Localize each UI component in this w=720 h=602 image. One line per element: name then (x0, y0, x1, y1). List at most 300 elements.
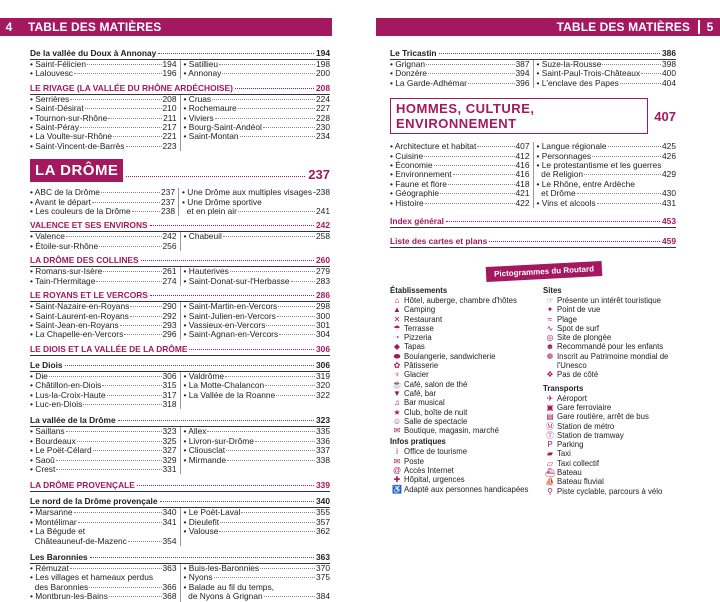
chapter-drome[interactable] (30, 159, 330, 182)
pictogram-label: Présente un intérêt touristique (557, 296, 662, 305)
toc-list-nord-provencale (30, 508, 330, 546)
toc-item[interactable]: • Architecture et habitat 407 (390, 141, 530, 152)
toc-item-label: Luc-en-Diois (35, 398, 83, 409)
toc-item-page: 208 (162, 93, 177, 104)
toc-item-label: Saint-Donat-sur-l'Herbasse (188, 275, 290, 286)
pictogram-item (390, 361, 535, 370)
internet-icon: @ (392, 466, 402, 476)
left-header (0, 18, 332, 36)
pictogram-label: Aéroport (557, 393, 587, 403)
pictogram-label: Glacier (404, 370, 429, 380)
pizza-icon: ◔ (394, 333, 400, 343)
toc-item[interactable]: et en plein air 241 (186, 206, 330, 217)
pictogram-item (543, 487, 688, 496)
pictogram-label: Hôpital, urgences (404, 475, 465, 485)
toc-item[interactable]: • Le Rhône, entre Ardèche (536, 178, 635, 189)
toc-item-label: Bourg-Saint-Andéol (188, 122, 262, 133)
toc-item[interactable]: • Géographie 421 (390, 188, 530, 199)
toc-item[interactable]: • Hauterives 279 (183, 266, 330, 277)
toc-item[interactable]: • Lalouvesc 196 (30, 68, 177, 79)
toc-item[interactable]: • Le protestantisme et les guerres (536, 160, 662, 171)
toc-item[interactable]: • Viviers 228 (183, 112, 330, 123)
toc-item[interactable]: de Religion 429 (541, 169, 676, 180)
toc-item[interactable]: • La Motte-Chalancon 320 (183, 380, 330, 391)
left-page (0, 0, 346, 601)
camping-icon: ▲ (393, 305, 401, 315)
toc-item[interactable]: • Mirmande 338 (183, 454, 330, 465)
tourist-interest-icon: ☞ (546, 296, 554, 305)
toc-item-label: Die (35, 370, 48, 381)
pictogram-label: Office de tourisme (404, 447, 468, 457)
toc-item[interactable]: • Saint-Désirat 210 (30, 103, 177, 114)
toc-item[interactable]: • Histoire 422 (390, 197, 530, 208)
toc-list-doux (30, 60, 330, 79)
toc-item[interactable]: • Valdrôme 319 (183, 370, 330, 381)
toc-item-label: Valence (35, 231, 65, 242)
toc-item[interactable]: • Grignan 387 (390, 59, 530, 69)
toc-index-general[interactable]: Index général 453 (390, 216, 676, 227)
toc-item-label: La Motte-Chalancon (188, 380, 265, 391)
toc-item-page: 300 (316, 310, 330, 321)
pictogram-item (390, 380, 535, 389)
toc-item[interactable]: • Rochemaure 227 (183, 103, 330, 114)
toc-item[interactable]: • Saint-Montan 234 (183, 131, 330, 142)
toc-item[interactable]: • Saint-Péray 217 (30, 122, 177, 133)
right-toc (390, 44, 676, 248)
toc-item-page: 335 (316, 426, 330, 437)
chapter-page: 407 (654, 108, 676, 124)
toc-item[interactable]: • Montélimar 341 (30, 516, 177, 527)
toc-item-page: 425 (662, 141, 676, 152)
toc-item[interactable]: • La Voulte-sur-Rhône 221 (30, 131, 177, 142)
page-number: 4 (5, 20, 13, 34)
toc-section-tricastin[interactable]: Le Tricastin 386 (390, 48, 676, 58)
toc-item-page: 317 (162, 389, 177, 400)
header-title: TABLE DES MATIÈRES (28, 20, 162, 34)
toc-item-page: 355 (316, 507, 330, 518)
toc-item-label: Saint-Péray (35, 122, 80, 133)
shared-taxi-icon: ▱ (546, 458, 554, 468)
toc-item-page: 292 (162, 310, 177, 321)
toc-item-label: Cliousclat (188, 445, 226, 456)
toc-item-page: 237 (161, 196, 175, 207)
toc-item[interactable]: • La Garde-Adhémar 396 (390, 77, 530, 88)
hospital-icon: ✚ (393, 475, 401, 485)
pictogram-item (543, 459, 688, 468)
toc-item-page: 224 (316, 93, 330, 104)
toc-item[interactable]: • Suze-la-Rousse 398 (536, 59, 676, 69)
pictogram-label: Gare routière, arrêt de bus (557, 412, 649, 422)
toc-item[interactable]: • Marsanne 340 (30, 507, 177, 518)
toc-section-nord-provencale[interactable]: Le nord de la Drôme provençale 340 (30, 496, 330, 507)
toc-item-label: Saoû (35, 454, 55, 465)
toc-section-vallee-drome[interactable]: La vallée de la Drôme 323 (30, 415, 330, 426)
toc-item-page: 196 (162, 68, 177, 79)
toc-item[interactable]: et Drôme 430 (541, 188, 676, 199)
children-icon: ☻ (545, 342, 555, 352)
page-number: 5 (698, 20, 720, 34)
toc-item-page: 338 (316, 454, 330, 465)
toc-item-label: Personnages (541, 150, 592, 161)
toc-item[interactable]: • Saoû 329 (30, 454, 177, 465)
post-icon: ✉ (393, 456, 401, 466)
toc-item[interactable]: • Livron-sur-Drôme 336 (183, 435, 330, 446)
toc-item-label: Dieulefit (188, 516, 220, 527)
toc-item-label: Saint-Jean-en-Royans (35, 319, 119, 330)
toc-section-valence[interactable]: VALENCE ET SES ENVIRONS 242 (30, 220, 330, 231)
toc-item[interactable]: de Nyons à Grignan 384 (188, 591, 330, 602)
pictogram-item (390, 408, 535, 417)
toc-item[interactable]: • La Vallée de la Roanne 322 (183, 389, 330, 400)
toc-item[interactable]: • Donzère 394 (390, 68, 530, 79)
pictogram-label: Hôtel, auberge, chambre d'hôtes (404, 296, 517, 305)
pictogram-item (543, 370, 688, 379)
pictogram-label: Gare ferroviaire (557, 402, 612, 412)
toc-item[interactable]: • Romans-sur-Isère 261 (30, 266, 177, 277)
toc-item-label: ABC de la Drôme (34, 187, 100, 198)
accessibility-icon: ♿ (392, 484, 402, 494)
toc-item-label: Suze-la-Rousse (541, 59, 602, 69)
toc-item-label: Valdrôme (188, 370, 224, 381)
toc-item-page: 217 (162, 122, 177, 133)
toc-item[interactable]: • Lus-la-Croix-Haute 317 (30, 389, 177, 400)
toc-item[interactable]: • Serrières 208 (30, 93, 177, 104)
toc-item-label: Lus-la-Croix-Haute (35, 389, 106, 400)
toc-item[interactable]: • ABC de la Drôme 237 (30, 187, 175, 198)
toc-item[interactable]: • Saint-Jean-en-Royans 293 (30, 319, 177, 330)
pictogram-item (390, 485, 535, 494)
diving-icon: ◎ (546, 333, 554, 343)
toc-item-page: 198 (316, 59, 330, 69)
toc-item[interactable]: • Montbrun-les-Bains 368 (30, 591, 177, 602)
toc-section-diois[interactable]: Le Diois 306 (30, 359, 330, 370)
music-bar-icon: ♫ (394, 398, 400, 408)
toc-item[interactable]: • Tournon-sur-Rhône 211 (30, 112, 177, 123)
toc-section-diois-vallee[interactable]: LE DIOIS ET LA VALLÉE DE LA DRÔME 306 (30, 343, 330, 354)
toc-item-page: 227 (316, 103, 330, 114)
toc-item-label: Viviers (188, 112, 214, 123)
toc-item-page: 296 (162, 329, 177, 340)
toc-item[interactable]: • La Chapelle-en-Vercors 296 (30, 329, 177, 340)
toc-item-label: Marsanne (35, 507, 73, 518)
toc-item[interactable]: • Cruas 224 (183, 93, 330, 104)
toc-item[interactable]: • Faune et flore 418 (390, 178, 530, 189)
toc-item-page: 340 (162, 507, 177, 518)
toc-item[interactable]: • Environnement 416 (390, 169, 530, 180)
toc-item[interactable]: • Langue régionale 425 (536, 141, 676, 152)
terrace-icon: ☂ (393, 323, 401, 333)
toc-item[interactable]: • Chabeuil 258 (183, 231, 330, 242)
pictogram-label: Boutique, magasin, marché (404, 426, 499, 436)
toc-item-label: Avant le départ (34, 196, 91, 207)
toc-item-label: Valouse (188, 526, 219, 537)
toc-item-page: 315 (162, 380, 177, 391)
toc-item-page: 261 (162, 266, 177, 277)
pictogram-item (390, 426, 535, 435)
toc-list-drome-intro (30, 188, 330, 216)
toc-item-page: 322 (316, 389, 330, 400)
toc-item-page: 418 (515, 178, 530, 189)
toc-item-label: Serrières (35, 93, 70, 104)
toc-item-label: Cuisine (395, 150, 424, 161)
toc-item-label: Environnement (395, 169, 452, 180)
pictogram-label: Site de plongée (557, 333, 612, 343)
toc-item-label: Saint-Nazaire-en-Royans (35, 301, 130, 312)
toc-item-label: Saint-Félicien (35, 59, 87, 69)
pictogram-item (390, 389, 535, 398)
pictogram-item (390, 324, 535, 333)
pictogram-label: Club, boîte de nuit (404, 407, 468, 417)
toc-item-page: 221 (162, 131, 177, 142)
toc-item-page: 327 (162, 445, 177, 456)
airport-icon: ✈ (546, 393, 554, 403)
header-title: TABLE DES MATIÈRES (556, 20, 690, 34)
toc-item[interactable]: • Personnages 426 (536, 150, 676, 161)
toc-item-label: La Chapelle-en-Vercors (35, 329, 124, 340)
pictogram-item (543, 431, 688, 440)
toc-item[interactable]: • Cuisine 412 (390, 150, 530, 161)
toc-item-page: 426 (662, 150, 676, 161)
shop-icon: ✉ (393, 426, 401, 436)
toc-item[interactable]: • Saint-Nazaire-en-Royans 290 (30, 301, 177, 312)
toc-item-label: La Garde-Adhémar (395, 77, 467, 88)
surf-icon: ∿ (546, 323, 554, 333)
toc-item-label: Saint-Paul-Trois-Châteaux (541, 68, 641, 79)
toc-item-page: 298 (316, 301, 330, 312)
toc-item-page: 242 (162, 231, 177, 242)
pictogram-label: Café, bar (404, 388, 437, 398)
toc-item-label: Annonay (188, 68, 222, 79)
toc-item-page: 223 (162, 140, 177, 151)
infos-heading: Infos pratiques (390, 437, 446, 447)
ice-cream-icon: ♆ (394, 370, 400, 380)
toc-item-page: 421 (515, 188, 530, 199)
pictogram-label: Boulangerie, sandwicherie (404, 351, 496, 361)
toc-item[interactable]: • Vins et alcools 431 (536, 197, 676, 208)
restaurant-icon: ✕ (393, 314, 401, 324)
toc-item-page: 357 (316, 516, 330, 527)
pictogram-label: Café, salon de thé (404, 379, 468, 389)
pictogram-item (390, 315, 535, 324)
pictogram-item (543, 394, 688, 403)
toc-list-valence (30, 232, 330, 251)
toc-section-collines[interactable]: LA DRÔME DES COLLINES 260 (30, 255, 330, 266)
toc-item[interactable]: • Saint-Donat-sur-l'Herbasse 283 (183, 275, 330, 286)
pictogram-item (543, 412, 688, 421)
toc-item[interactable]: • Les villages et hameaux perdus (30, 572, 154, 583)
pictogram-label: Inscrit au Patrimoine mondial de l'Unesco (557, 351, 669, 371)
pictogram-label: Parking (557, 440, 584, 450)
toc-item[interactable]: • Une Drôme sportive (182, 196, 262, 207)
toc-item[interactable]: • Une Drôme aux multiples visages 238 (182, 187, 330, 198)
pictogram-label: Pas de côté (557, 370, 599, 380)
toc-item-label: Le Poët-Célard (35, 445, 92, 456)
pictogram-item (543, 342, 688, 351)
toc-section-doux[interactable]: De la vallée du Doux à Annonay 194 (30, 48, 330, 58)
pictogram-label: Salle de spectacle (404, 416, 468, 426)
pictogram-item (390, 447, 535, 456)
toc-item-label: Économie (395, 160, 433, 171)
toc-item-page: 306 (162, 370, 177, 381)
toc-item[interactable]: • Satillieu 198 (183, 59, 330, 69)
pictogram-item (390, 457, 535, 466)
toc-item[interactable]: • Le Poët-Célard 327 (30, 445, 177, 456)
toc-item-label: Saint-Julien-en-Vercors (188, 310, 276, 321)
transports-heading: Transports (543, 383, 584, 393)
toc-item[interactable]: • Nyons 375 (183, 572, 330, 583)
cafe-bar-icon: ▼ (393, 388, 401, 398)
toc-item-page: 400 (662, 68, 676, 79)
toc-item[interactable]: • Avant le départ 237 (30, 196, 175, 207)
toc-list-rivage (30, 95, 330, 151)
toc-item[interactable]: • Saint-Agnan-en-Vercors 304 (183, 329, 330, 340)
toc-item-page: 258 (316, 231, 330, 242)
toc-item[interactable]: • Les couleurs de la Drôme 238 (30, 206, 175, 217)
toc-item-label: Faune et flore (395, 178, 447, 189)
toc-item-label: Les couleurs de la Drôme (35, 206, 131, 217)
toc-item[interactable]: • Balade au fil du temps, (183, 581, 274, 592)
chapter-hommes[interactable] (390, 98, 676, 134)
toc-item[interactable]: • Saint-Vincent-de-Barrès 223 (30, 140, 177, 151)
toc-item-label: Romans-sur-Isère (35, 266, 103, 277)
pictogram-label: Point de vue (557, 305, 601, 315)
pictogram-item (543, 352, 688, 371)
toc-item-page: 283 (316, 275, 330, 286)
toc-item[interactable]: • Valence 242 (30, 231, 177, 242)
taxi-icon: ▰ (546, 449, 554, 459)
chapter-title: LA DRÔME (30, 159, 123, 182)
toc-item-label: Crest (35, 463, 56, 474)
toc-item-page: 416 (515, 160, 530, 171)
toc-item[interactable]: • La Bégude et (30, 526, 86, 537)
toc-item[interactable]: des Baronnies 366 (34, 581, 177, 592)
toc-item-page: 336 (316, 435, 330, 446)
toc-section-baronnies[interactable]: Les Baronnies 363 (30, 552, 330, 562)
pictogram-label: Bateau fluvial (557, 477, 604, 487)
toc-item-label: La Vallée de la Roanne (188, 389, 276, 400)
toc-item[interactable]: • Allex 335 (183, 426, 330, 437)
pictogram-item (543, 403, 688, 412)
toc-item-page: 293 (162, 319, 177, 330)
toc-item-page: 238 (161, 206, 175, 217)
toc-item[interactable]: • Le Poët-Laval 355 (183, 507, 330, 518)
toc-item[interactable]: • Saint-Paul-Trois-Châteaux 400 (536, 68, 676, 79)
toc-item-page: 318 (162, 398, 177, 409)
toc-liste-cartes[interactable]: Liste des cartes et plans 459 (390, 236, 676, 247)
toc-item-label: Saint-Martin-en-Vercors (188, 301, 278, 312)
toc-section-provencale[interactable]: LA DRÔME PROVENÇALE 339 (30, 480, 330, 491)
toc-item[interactable]: • Annonay 200 (183, 68, 330, 79)
toc-item[interactable]: • Saint-Julien-en-Vercors 300 (183, 310, 330, 321)
pictogram-label: Camping (404, 305, 436, 315)
pictogram-item (543, 422, 688, 431)
toc-item[interactable]: • Cliousclat 337 (183, 445, 330, 456)
pictogram-item (543, 333, 688, 342)
pictogram-label: Tapas (404, 342, 425, 352)
pictogram-label: Bateau (557, 468, 582, 478)
toc-item[interactable]: • Saint-Félicien 194 (30, 59, 177, 69)
toc-item[interactable]: • Die 306 (30, 370, 177, 381)
toc-item-label: Vassieux-en-Vercors (188, 319, 266, 330)
toc-item-label: Saint-Désirat (35, 103, 84, 114)
toc-item-page: 301 (316, 319, 330, 330)
viewpoint-icon: ✦ (546, 305, 554, 315)
pictogram-label: Pâtisserie (404, 361, 439, 371)
off-the-beaten-track-icon: ❖ (546, 370, 554, 380)
theatre-icon: ☺ (392, 416, 402, 426)
toc-item-label: Rochemaure (188, 103, 237, 114)
toc-item-label: Châtillon-en-Diois (35, 380, 102, 391)
metro-icon: Ⓜ (546, 421, 554, 431)
pictogram-item (543, 477, 688, 486)
toc-item[interactable]: • Valouse 362 (183, 526, 330, 537)
bike-path-icon: ⚲ (547, 486, 553, 496)
pictogram-item (390, 352, 535, 361)
toc-item[interactable]: • Saillans 323 (30, 426, 177, 437)
pictogram-label: Station de tramway (557, 430, 624, 440)
toc-item[interactable]: • Luc-en-Diois 318 (30, 398, 177, 409)
toc-item-page: 387 (515, 59, 530, 69)
toc-item[interactable]: • Économie 416 (390, 160, 530, 171)
toc-item-label: Étoile-sur-Rhône (35, 240, 99, 251)
unesco-icon: ❁ (546, 351, 554, 361)
toc-item[interactable]: • L'enclave des Papes 404 (536, 77, 676, 88)
toc-item[interactable]: • Étoile-sur-Rhône 256 (30, 240, 177, 251)
toc-item-page: 210 (162, 103, 177, 114)
toc-item[interactable]: • Buis-les-Baronnies 370 (183, 563, 330, 573)
toc-item-label: Tournon-sur-Rhône (35, 112, 108, 123)
toc-item[interactable]: Châteauneuf-de-Mazenc 354 (34, 535, 177, 546)
toc-item[interactable]: • Bourdeaux 325 (30, 435, 177, 446)
pictogram-label: Terrasse (404, 323, 434, 333)
toc-item-page: 211 (163, 112, 177, 123)
toc-item[interactable]: • Rémuzat 363 (30, 563, 177, 573)
toc-item[interactable]: • Dieulefit 357 (183, 516, 330, 527)
nightclub-icon: ★ (393, 407, 401, 417)
toc-item[interactable]: • Bourg-Saint-Andéol 230 (183, 122, 330, 133)
pictogram-label: Plage (557, 314, 577, 324)
toc-item-page: 396 (515, 77, 530, 88)
toc-item-label: Bourdeaux (35, 435, 76, 446)
pictogram-label: Restaurant (404, 314, 443, 324)
toc-item-page: 422 (515, 197, 530, 208)
toc-item[interactable]: • Saint-Laurent-en-Royans 292 (30, 310, 177, 321)
toc-section-royans[interactable]: LE ROYANS ET LE VERCORS 286 (30, 290, 330, 301)
toc-item[interactable]: • Crest 331 (30, 463, 177, 474)
toc-item[interactable]: • Tain-l'Hermitage 274 (30, 275, 177, 286)
toc-item[interactable]: • Châtillon-en-Diois 315 (30, 380, 177, 391)
toc-item[interactable]: • Vassieux-en-Vercors 301 (183, 319, 330, 330)
toc-item[interactable]: • Saint-Martin-en-Vercors 298 (183, 301, 330, 312)
toc-list-tricastin (390, 60, 676, 88)
tea-room-icon: ☕ (392, 379, 402, 389)
toc-item-label: Géographie (395, 188, 440, 199)
toc-item-label: Architecture et habitat (394, 141, 477, 152)
toc-list-collines (30, 267, 330, 286)
toc-list-hommes (390, 142, 676, 208)
toc-item-page: 274 (162, 275, 177, 286)
pictogram-item (543, 315, 688, 324)
pictogram-banner: Pictogrammes du Routard (486, 261, 603, 282)
pictogram-item (543, 305, 688, 314)
toc-list-diois (30, 372, 330, 410)
toc-item-label: Allex (188, 426, 207, 437)
toc-section-rivage[interactable]: LE RIVAGE (LA VALLÉE DU RHÔNE ARDÉCHOISE) 208 (30, 82, 330, 93)
toc-item-label: Saint-Agnan-en-Vercors (188, 329, 279, 340)
toc-item-page: 323 (162, 426, 177, 437)
pictogram-item (390, 370, 535, 379)
toc-item-label: Montélimar (35, 516, 77, 527)
